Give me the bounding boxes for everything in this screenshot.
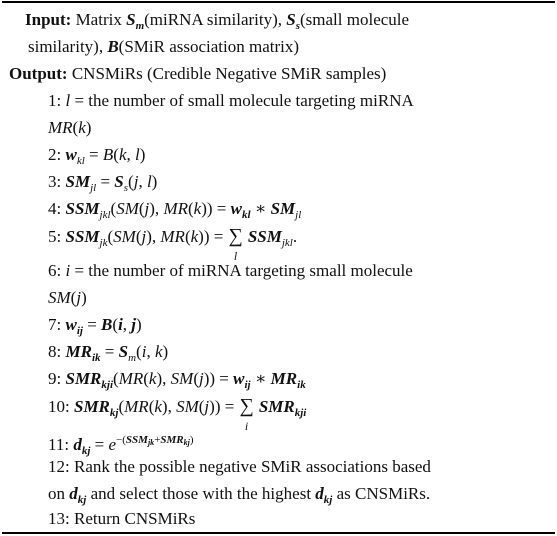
input-line <box>25 10 409 36</box>
top-rule <box>2 1 555 3</box>
step-11: 11: $d_{kj} = e^{-(SSM_{jk}+SMR_{kj})}$ <box>48 434 194 457</box>
step-13: 13: Return CNSMiRs <box>48 509 196 528</box>
step-1: 1: l = the number of small molecule targeting miRNA <box>48 91 414 110</box>
sum-symbol: ∑ l <box>228 225 243 263</box>
step-2: 2: $w_{kl} = B(k$, l) <box>48 145 146 167</box>
step-4: 4: $SSM_{jkl}(SM(j)$, $MR(k)) = w_{kl}$ ∗ $SM_{jl}$ <box>48 199 302 221</box>
step-3: 3: $SM_{jl} = S_s(j$, l) <box>48 172 158 194</box>
input-line-2: similarity), B(SMiR association matrix) <box>28 37 300 56</box>
step-6: 6: i = the number of miRNA targeting small molecule <box>48 261 413 280</box>
step-7: 7: $w_{ij} = B(i$, j) <box>48 315 142 337</box>
sum-symbol-2: ∑ i <box>239 395 254 433</box>
output-label: Output: <box>9 64 68 83</box>
step-12-cont: on $d_{kj}$ and select those with the highest $d_{kj}$ as CNSMiRs. <box>48 484 431 506</box>
input-text-1: Matrix $S_m(miRNA$ similarity), $S_s(small$ molecule <box>75 10 410 32</box>
step-6-cont: SM(j) <box>48 288 87 307</box>
output-line <box>9 64 386 84</box>
step-5: 5: $SSM_{jk}(SM(j)$, MR(k)) = ∑ l $SSM_{jkl}$. <box>48 225 298 263</box>
step-8: 8: $MR_{ik} = S_m(i$, k) <box>48 342 169 364</box>
step-9: 9: $SMR_{kji}(MR(k)$, $SM(j)) = w_{ij}$ ∗ $MR_{ik}$ <box>48 369 306 391</box>
step-1-cont: MR(k) <box>48 118 92 137</box>
bottom-rule <box>2 532 555 534</box>
step-12: 12: Rank the possible negative SMiR associations based <box>48 457 431 476</box>
input-label: Input: <box>25 10 72 29</box>
output-text: CNSMiRs (Credible Negative SMiR samples) <box>71 64 387 83</box>
step-10: 10: $SMR_{kj}(MR(k)$, SM(j)) = ∑ i $SMR_{kji}$ <box>48 395 307 433</box>
